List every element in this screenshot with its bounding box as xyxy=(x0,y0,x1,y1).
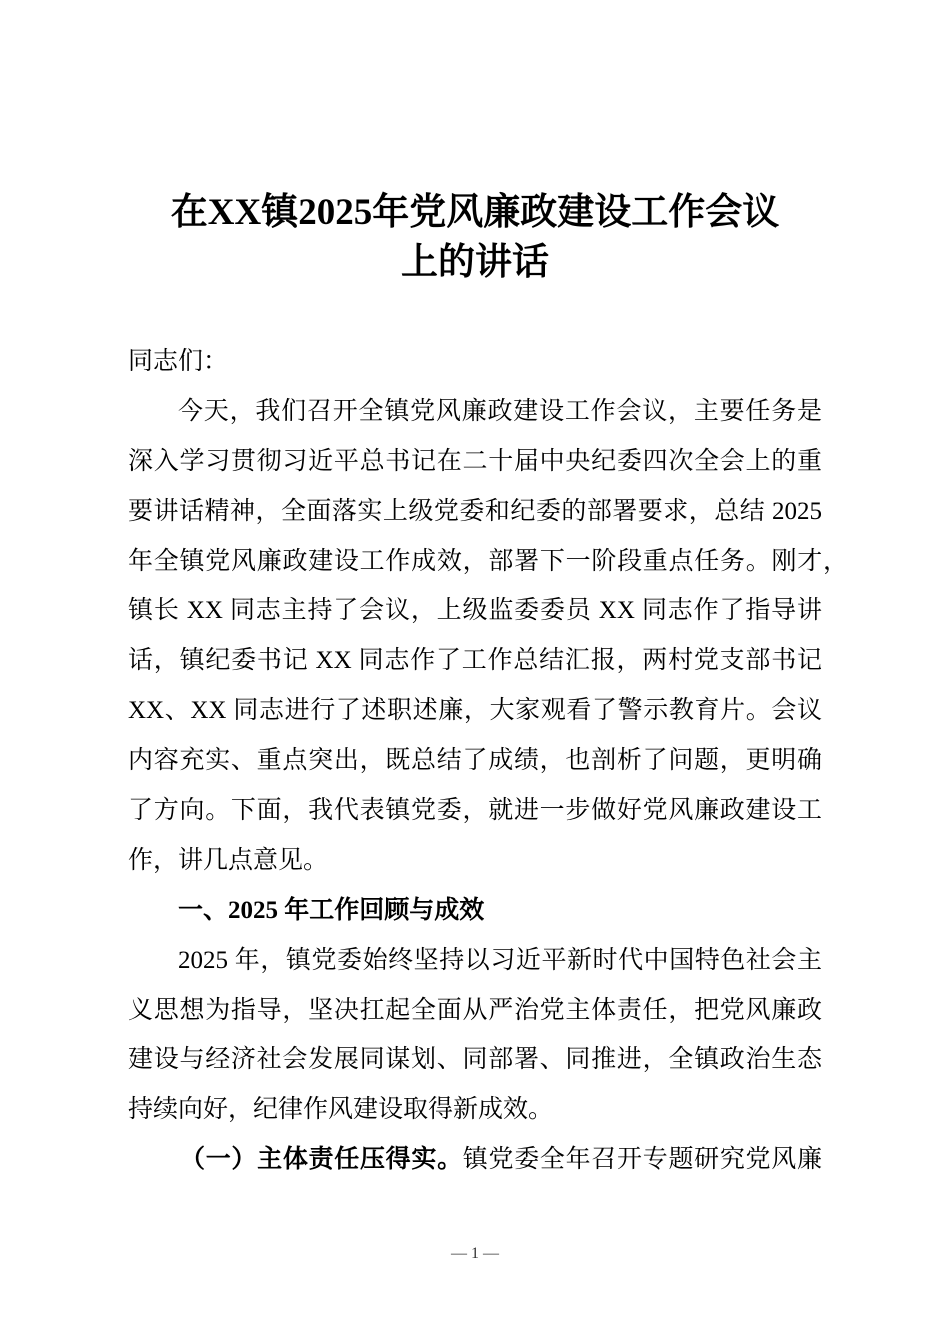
title-line-2: 上的讲话 xyxy=(401,242,549,283)
text-line: 内容充实、重点突出，既总结了成绩，也剖析了问题，更明确 xyxy=(128,747,822,775)
document-body xyxy=(128,337,848,1185)
text-line: 建设与经济社会发展同谋划、同部署、同推进，全镇政治生态 xyxy=(128,1046,822,1074)
text-line: 话，镇纪委书记 XX 同志作了工作总结汇报，两村党支部书记 xyxy=(128,647,822,675)
subsection-paragraph xyxy=(128,1135,822,1185)
section-paragraph xyxy=(128,936,822,1136)
text-line: 持续向好，纪律作风建设取得新成效。 xyxy=(128,1096,554,1124)
text-line: 要讲话精神，全面落实上级党委和纪委的部署要求，总结 2025 xyxy=(128,497,822,525)
text-line: 了方向。下面，我代表镇党委，就进一步做好党风廉政建设工 xyxy=(128,797,822,825)
salutation: 同志们： xyxy=(128,348,229,375)
title-line-1: 在XX镇2025年党风廉政建设工作会议 xyxy=(170,192,780,233)
document-title xyxy=(0,188,950,288)
text-line: 2025 年，镇党委始终坚持以习近平新时代中国特色社会主 xyxy=(178,946,822,974)
text-line: 义思想为指导，坚决扛起全面从严治党主体责任，把党风廉政 xyxy=(128,996,822,1024)
intro-paragraph xyxy=(128,387,848,886)
page-number: — 1 — xyxy=(451,1245,499,1262)
text-line: 今天，我们召开全镇党风廉政建设工作会议，主要任务是 xyxy=(178,397,822,425)
text-line: 镇长 XX 同志主持了会议，上级监委委员 XX 同志作了指导讲 xyxy=(128,597,822,625)
subsection-text: 镇党委全年召开专题研究党风廉 xyxy=(462,1146,822,1174)
text-line: 作，讲几点意见。 xyxy=(128,846,329,874)
subsection-heading: （一）主体责任压得实。 xyxy=(180,1146,463,1174)
section-heading: 一、2025 年工作回顾与成效 xyxy=(178,896,485,924)
text-line: 深入学习贯彻习近平总书记在二十届中央纪委四次全会上的重 xyxy=(128,447,822,475)
text-line: 年全镇党风廉政建设工作成效，部署下一阶段重点任务。刚才， xyxy=(128,547,848,575)
text-line: XX、XX 同志进行了述职述廉，大家观看了警示教育片。会议 xyxy=(128,697,822,725)
